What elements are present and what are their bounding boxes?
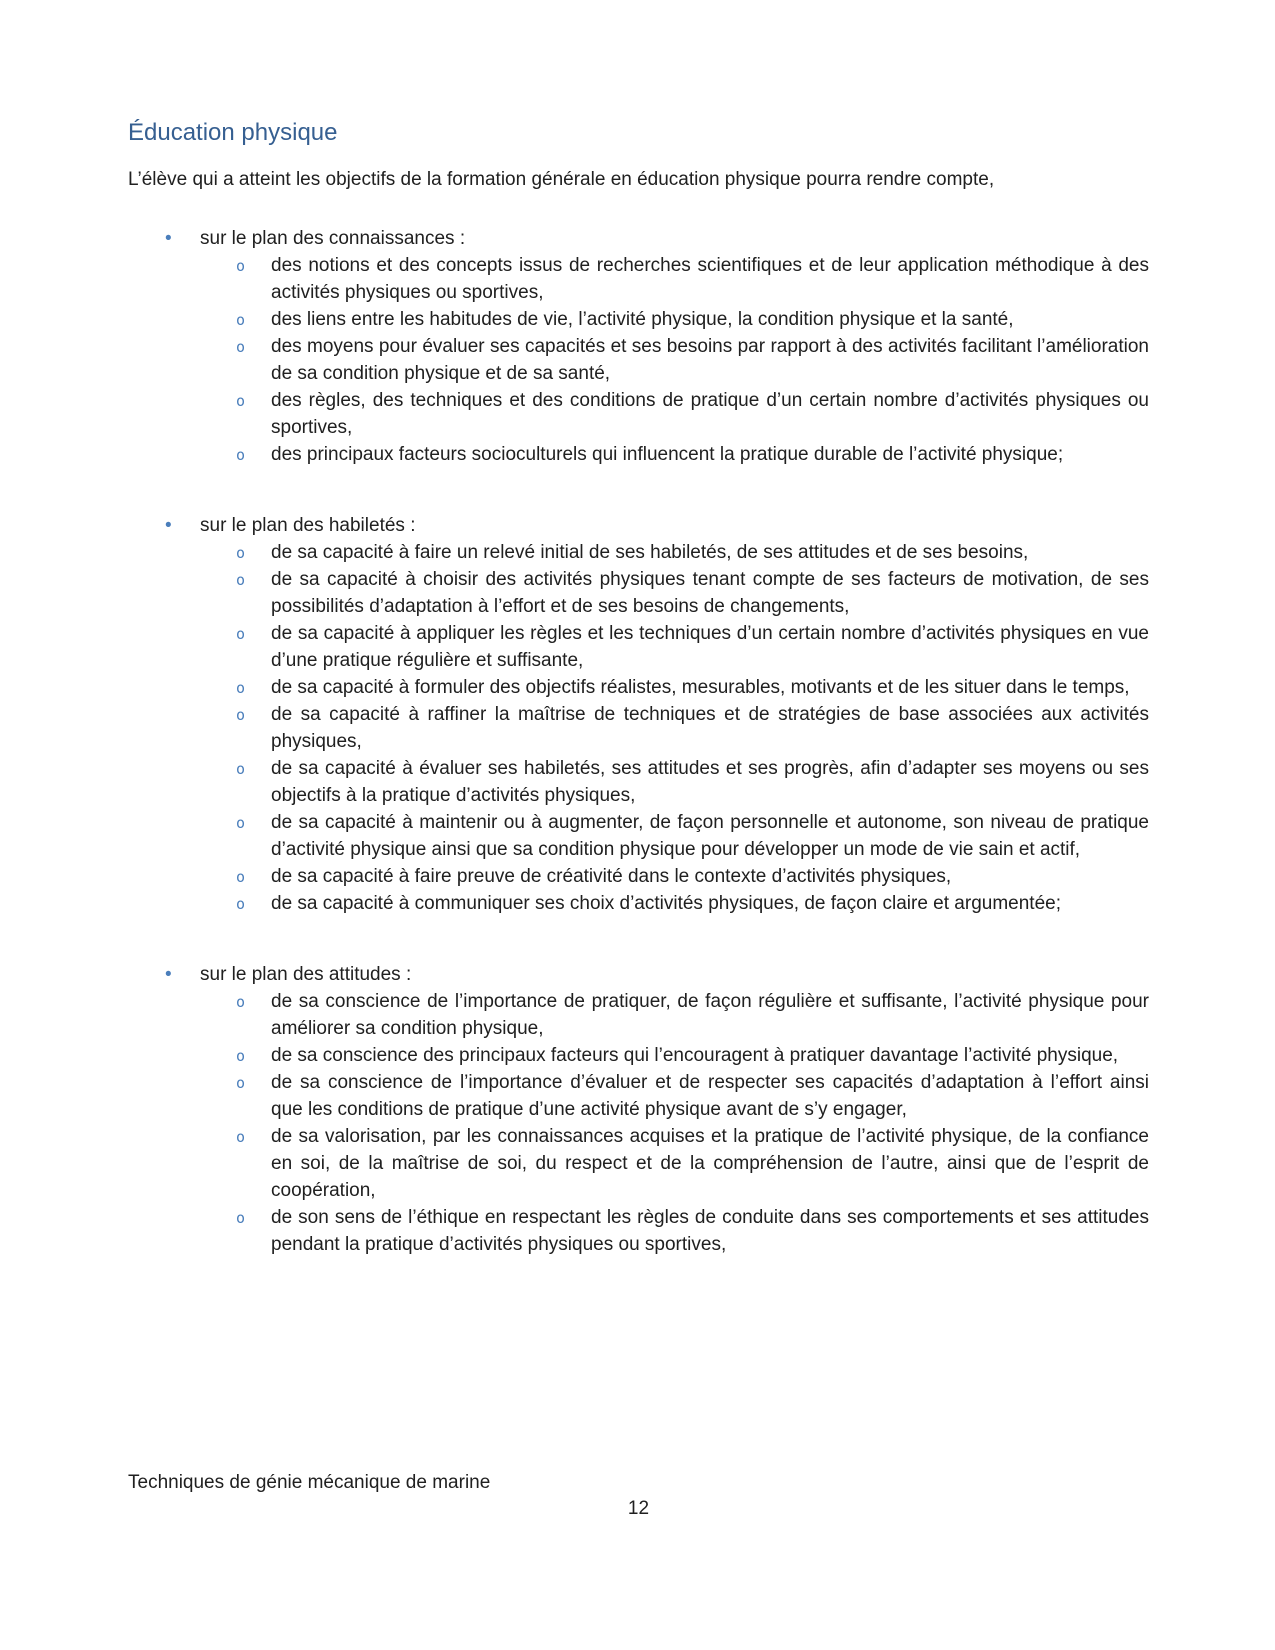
circle-bullet-icon: o	[236, 257, 246, 275]
section-label: sur le plan des connaissances :	[200, 228, 466, 249]
list-item-text: de sa capacité à maintenir ou à augmenter, de façon personnelle et autonome, son niveau de pratique d’activité physique ainsi que sa condition physique pour développer un mode de vie sain et actif,	[271, 812, 1149, 860]
list-item-text: de sa capacité à formuler des objectifs réalistes, mesurables, motivants et de les situer dans le temps,	[271, 677, 1130, 698]
list-item-text: de sa capacité à raffiner la maîtrise de techniques et de stratégies de base associées aux activités physiques,	[271, 704, 1149, 752]
section-3	[128, 961, 1149, 1258]
page-number: 12	[627, 1498, 650, 1519]
circle-bullet-icon: o	[236, 993, 246, 1011]
list-item	[128, 755, 1149, 809]
list-item	[128, 890, 1149, 917]
circle-bullet-icon: o	[236, 760, 246, 778]
circle-bullet-icon: o	[236, 895, 246, 913]
page-footer	[128, 1470, 1149, 1522]
circle-bullet-icon: o	[236, 338, 246, 356]
section-1	[128, 225, 1149, 468]
footer-program-title: Techniques de génie mécanique de marine	[128, 1472, 491, 1493]
circle-bullet-icon: o	[236, 814, 246, 832]
list-item-text: des liens entre les habitudes de vie, l’activité physique, la condition physique et la santé,	[271, 309, 1014, 330]
list-item	[128, 1123, 1149, 1204]
circle-bullet-icon: o	[236, 1074, 246, 1092]
circle-bullet-icon: o	[236, 868, 246, 886]
list-item-text: de sa capacité à faire un relevé initial de ses habiletés, de ses attitudes et de ses besoins,	[271, 542, 1029, 563]
list-item-text: des moyens pour évaluer ses capacités et ses besoins par rapport à des activités facilitant l’amélioration de sa condition physique et de sa santé,	[271, 336, 1149, 384]
section-label-row	[128, 512, 1149, 539]
circle-bullet-icon: o	[236, 706, 246, 724]
section-label: sur le plan des habiletés :	[200, 515, 416, 536]
section-label-row	[128, 961, 1149, 988]
list-item	[128, 333, 1149, 387]
circle-bullet-icon: o	[236, 392, 246, 410]
list-item	[128, 539, 1149, 566]
page-content	[128, 118, 1149, 1258]
list-item-text: de sa capacité à faire preuve de créativité dans le contexte d’activités physiques,	[271, 866, 952, 887]
circle-bullet-icon: o	[236, 1047, 246, 1065]
circle-bullet-icon: o	[236, 1209, 246, 1227]
list-item	[128, 674, 1149, 701]
bullet-icon: •	[165, 515, 172, 536]
list-item-text: de sa capacité à communiquer ses choix d’activités physiques, de façon claire et argumentée;	[271, 893, 1061, 914]
intro-paragraph: L’élève qui a atteint les objectifs de la formation générale en éducation physique pourra rendre compte,	[128, 169, 995, 190]
list-item-text: de sa conscience de l’importance d’évaluer et de respecter ses capacités d’adaptation à l’effort ainsi que les conditions de pratique d’une activité physique avant de s’y engager,	[271, 1072, 1149, 1120]
bullet-icon: •	[165, 228, 172, 249]
circle-bullet-icon: o	[236, 544, 246, 562]
bullet-icon: •	[165, 964, 172, 985]
list-item	[128, 809, 1149, 863]
list-item-text: de sa conscience des principaux facteurs qui l’encouragent à pratiquer davantage l’activité physique,	[271, 1045, 1119, 1066]
section-label-row	[128, 225, 1149, 252]
list-item-text: de sa capacité à choisir des activités physiques tenant compte de ses facteurs de motivation, de ses possibilités d’adaptation à l’effort et de ses besoins de changements,	[271, 569, 1149, 617]
list-item-text: de sa conscience de l’importance de pratiquer, de façon régulière et suffisante, l’activité physique pour améliorer sa condition physique,	[271, 991, 1149, 1039]
list-item-text: de sa valorisation, par les connaissances acquises et la pratique de l’activité physique, de la confiance en soi, de la maîtrise de soi, du respect et de la compréhension de l’autre, ainsi que de l’esprit de coopération,	[271, 1126, 1149, 1201]
list-item-text: des règles, des techniques et des conditions de pratique d’un certain nombre d’activités physiques ou sportives,	[271, 390, 1149, 438]
list-item	[128, 620, 1149, 674]
circle-bullet-icon: o	[236, 625, 246, 643]
list-item-text: de sa capacité à appliquer les règles et les techniques d’un certain nombre d’activités physiques en vue d’une pratique régulière et suffisante,	[271, 623, 1149, 671]
list-item	[128, 701, 1149, 755]
list-item	[128, 306, 1149, 333]
list-item	[128, 566, 1149, 620]
list-item-text: des principaux facteurs socioculturels qui influencent la pratique durable de l’activité physique;	[271, 444, 1064, 465]
bullet-sections	[128, 225, 1149, 1258]
list-item-text: de sa capacité à évaluer ses habiletés, ses attitudes et ses progrès, afin d’adapter ses moyens ou ses objectifs à la pratique d’activités physiques,	[271, 758, 1149, 806]
list-item	[128, 1204, 1149, 1258]
list-item	[128, 863, 1149, 890]
circle-bullet-icon: o	[236, 571, 246, 589]
list-item	[128, 252, 1149, 306]
list-item	[128, 441, 1149, 468]
section-2	[128, 512, 1149, 917]
list-item	[128, 387, 1149, 441]
circle-bullet-icon: o	[236, 1128, 246, 1146]
circle-bullet-icon: o	[236, 446, 246, 464]
section-label: sur le plan des attitudes :	[200, 964, 412, 985]
list-item-text: des notions et des concepts issus de recherches scientifiques et de leur application méthodique à des activités physiques ou sportives,	[271, 255, 1149, 303]
list-item	[128, 1042, 1149, 1069]
list-item	[128, 988, 1149, 1042]
list-item	[128, 1069, 1149, 1123]
circle-bullet-icon: o	[236, 311, 246, 329]
list-item-text: de son sens de l’éthique en respectant les règles de conduite dans ses comportements et ses attitudes pendant la pratique d’activités physiques ou sportives,	[271, 1207, 1149, 1255]
page-title: Éducation physique	[128, 119, 338, 146]
circle-bullet-icon: o	[236, 679, 246, 697]
